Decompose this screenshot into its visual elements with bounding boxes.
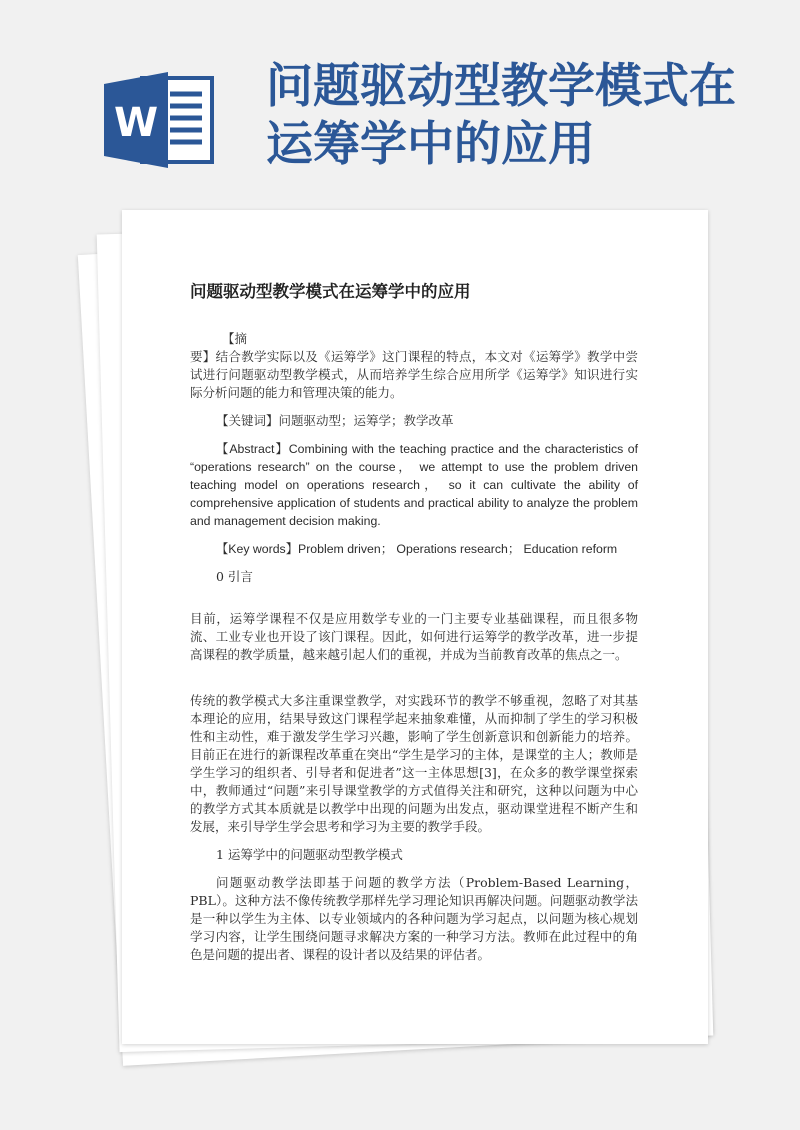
paragraph-traditional: 传统的教学模式大多注重课堂教学，对实践环节的教学不够重视，忽略了对其基本理论的应用，结果导致这门课程学起来抽象难懂，从而抑制了学生的学习积极性和主动性，难于激发学生学习兴趣，影响了学生创新意识和创新能力的培养。目前正在进行的新课程改革重在突出“学生是学习的主体，是课堂的主人；教师是学生学习的组织者、引导者和促进者”这一主体思想[3]，在众多的教学课堂探索中，教师通过“问题”来引导课堂教学的方式值得关注和研究，这种以问题为中心的教学方式其本质就是以教学中出现的问题为出发点，驱动课堂进程不断产生和发展，来引导学生学会思考和学习为主要的教学手段。 bbox=[190, 693, 638, 834]
section-heading-1: 1 运筹学中的问题驱动型教学模式 bbox=[216, 847, 403, 862]
section-heading-intro: 0 引言 bbox=[216, 569, 253, 584]
word-document-icon bbox=[104, 72, 216, 168]
paragraph-intro: 目前，运筹学课程不仅是应用数学专业的一门主要专业基础课程，而且很多物流、工业专业也开设了该门课程。因此，如何进行运筹学的教学改革，进一步提高课程的教学质量，越来越引起人们的重视，并成为当前教育改革的焦点之一。 bbox=[190, 611, 638, 662]
keywords: 【关键词】问题驱动型；运筹学；教学改革 bbox=[216, 413, 454, 428]
document-title: 问题驱动型教学模式在运筹学中的应用 bbox=[190, 282, 471, 301]
abstract-body: 要】结合教学实际以及《运筹学》这门课程的特点，本文对《运筹学》教学中尝试进行问题驱动型教学模式，从而培养学生综合应用所学《运筹学》知识进行实际分析问题的能力和管理决策的能力。 bbox=[190, 349, 638, 400]
keywords-english: 【Key words】Problem driven； Operations research； Education reform bbox=[216, 542, 618, 556]
abstract-english: 【Abstract】Combining with the teaching practice and the characteristics of “operations research” on the course， we attempt to use the problem driven teaching model on operations research， so it can cultivate the ability of comprehensive application of students and practical ability to analyze the problem and management decision making. bbox=[190, 442, 638, 528]
paragraph-pbl: 问题驱动教学法即基于问题的教学方法（Problem-Based Learning，PBL）。这种方法不像传统教学那样先学习理论知识再解决问题。问题驱动教学法是一种以学生为主体、以专业领域内的各种问题为学习起点，以问题为核心规划学习内容，让学生围绕问题寻求解决方案的一种学习方法。教师在此过程中的角色是问题的提出者、课程的设计者以及结果的评估者。 bbox=[190, 875, 638, 962]
document-content bbox=[190, 280, 638, 964]
abstract-heading: 【摘 bbox=[222, 331, 248, 346]
svg-text:W: W bbox=[113, 100, 159, 146]
banner-title: 问题驱动型教学模式在运筹学中的应用 bbox=[266, 59, 736, 172]
